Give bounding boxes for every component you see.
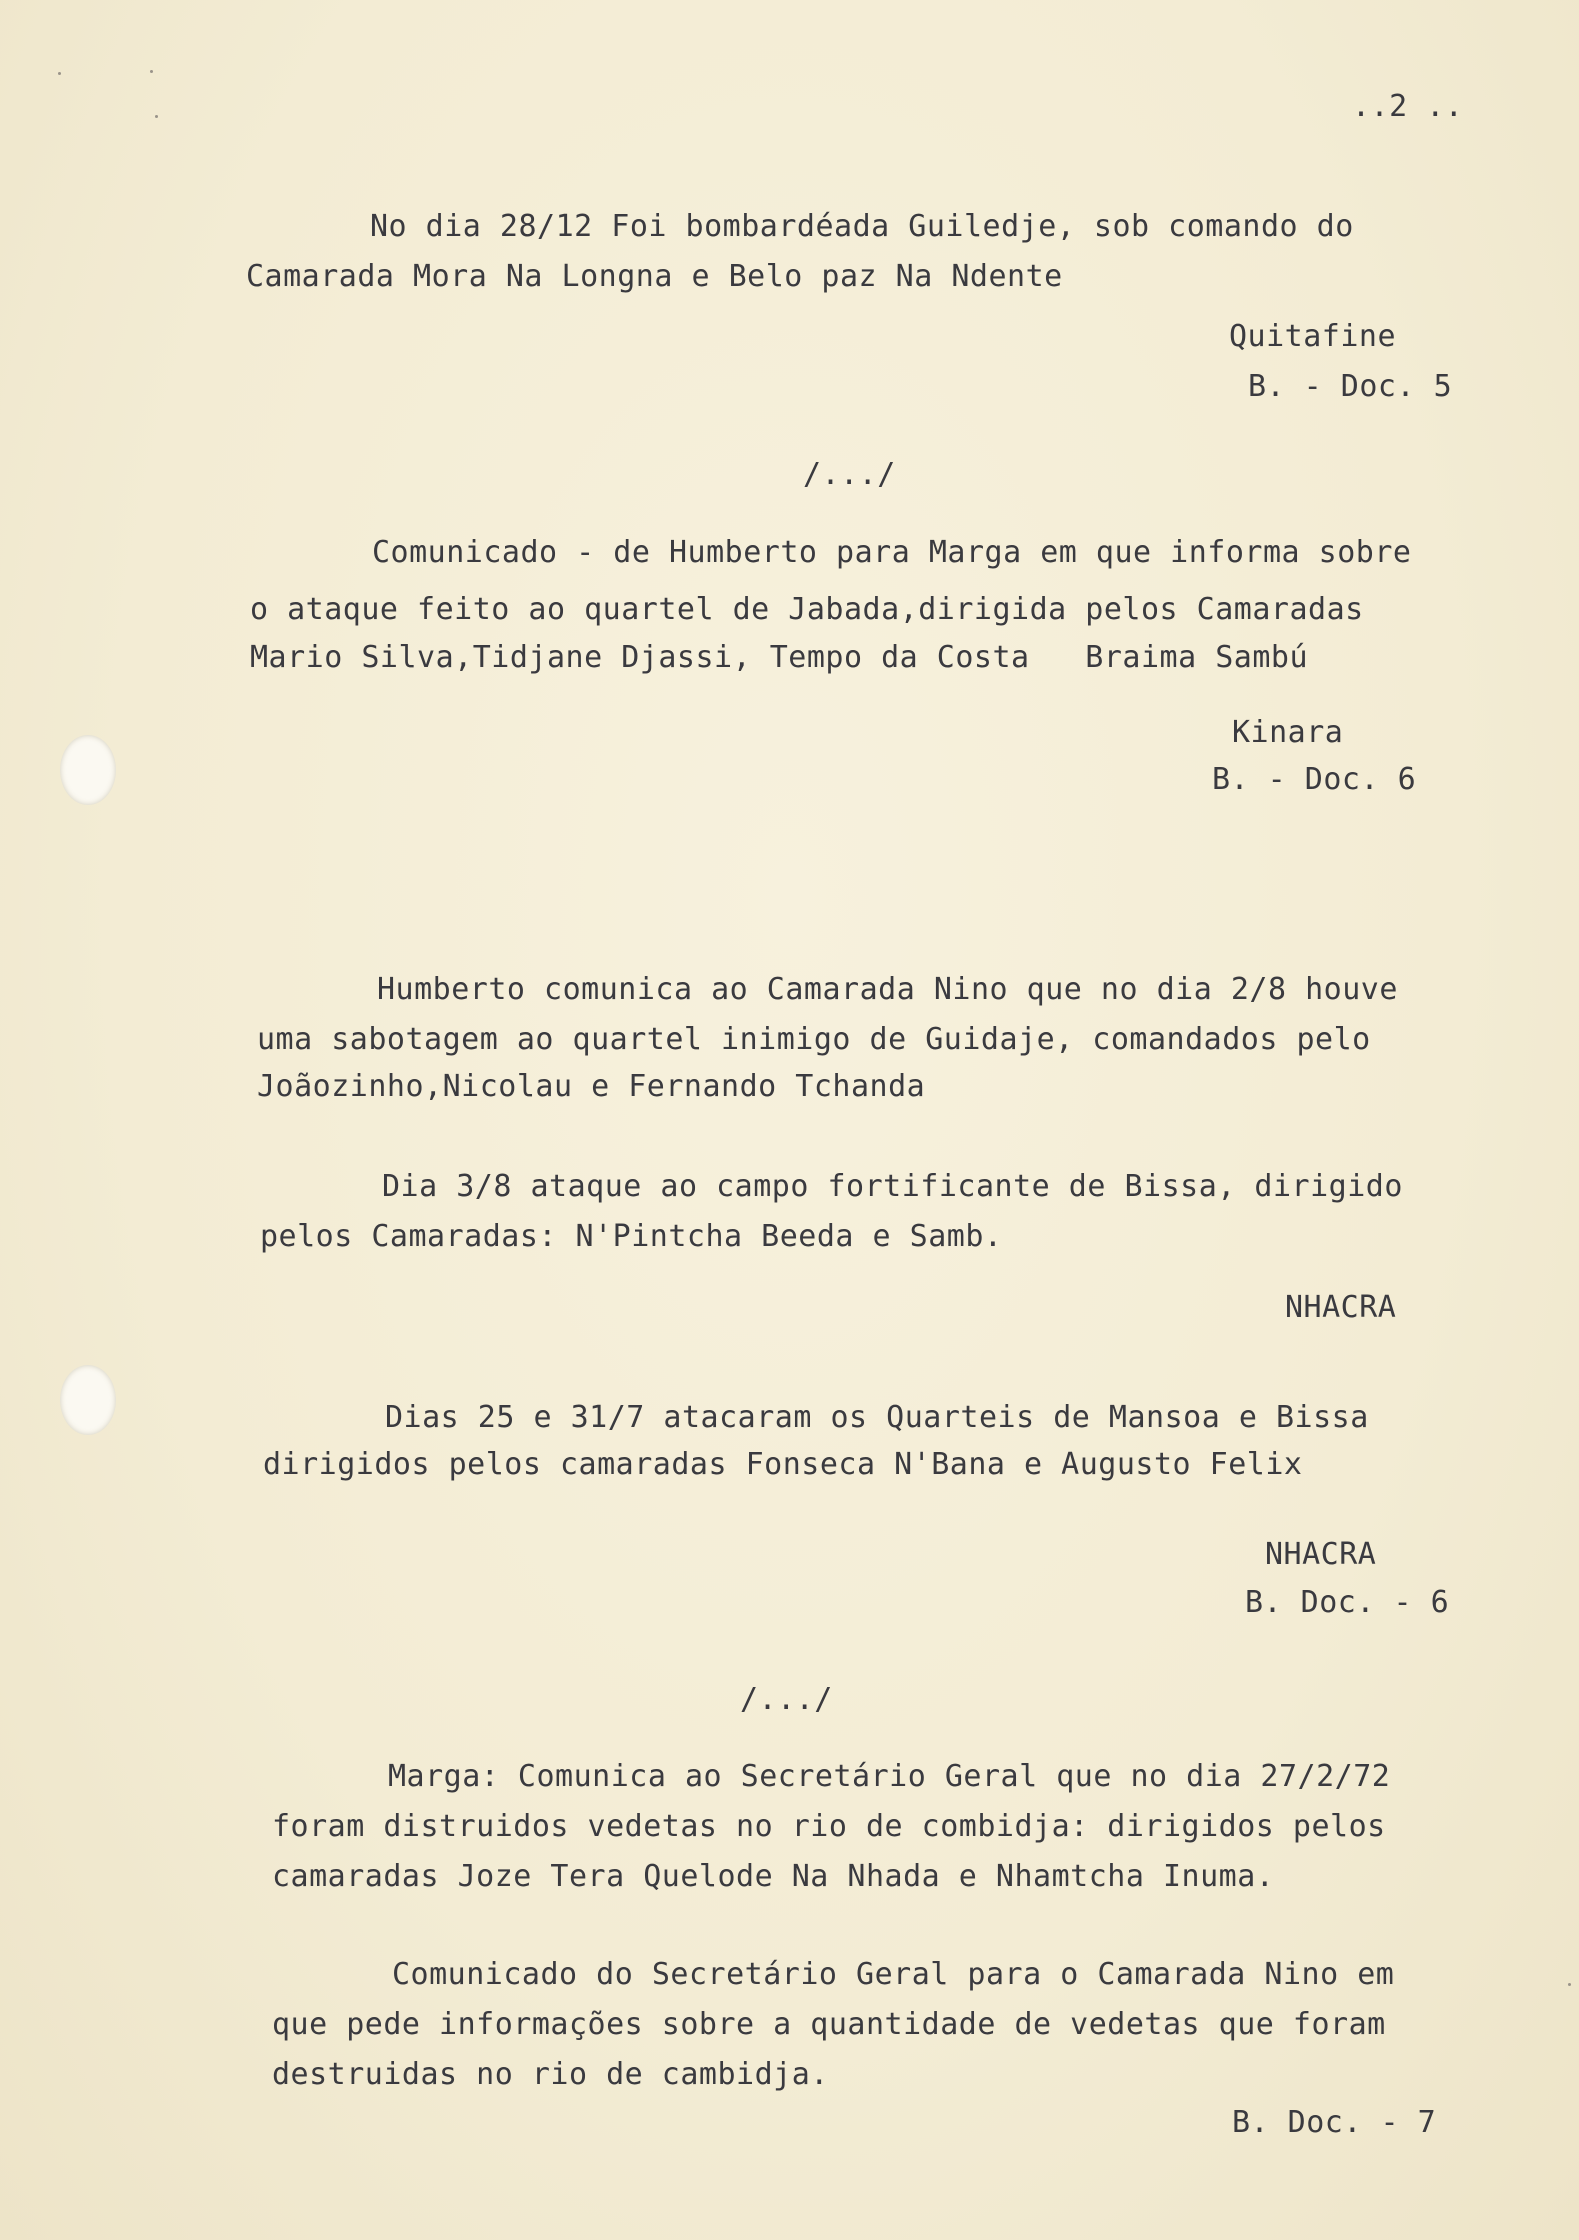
text-line: foram distruidos vedetas no rio de combidja: dirigidos pelos	[272, 1809, 1386, 1844]
text-line: destruidas no rio de cambidja.	[272, 2057, 829, 2092]
location-label: Kinara	[1232, 715, 1344, 750]
document-reference: B. - Doc. 5	[1248, 369, 1453, 404]
location-label: NHACRA	[1285, 1290, 1397, 1325]
location-label: NHACRA	[1265, 1537, 1377, 1572]
punch-hole-top	[60, 735, 116, 805]
text-line: Marga: Comunica ao Secretário Geral que no dia 27/2/72	[388, 1759, 1391, 1794]
text-line: camaradas Joze Tera Quelode Na Nhada e Nhamtcha Inuma.	[272, 1859, 1275, 1894]
text-line: que pede informações sobre a quantidade de vedetas que foram	[272, 2007, 1386, 2042]
text-line: Dia 3/8 ataque ao campo fortificante de Bissa, dirigido	[382, 1169, 1403, 1204]
paper-speck	[1568, 1983, 1571, 1986]
paper-speck	[58, 72, 61, 75]
text-line: Mario Silva,Tidjane Djassi, Tempo da Costa Braima Sambú	[250, 640, 1309, 675]
paper-speck	[155, 115, 158, 118]
document-reference: B. Doc. - 7	[1232, 2105, 1437, 2140]
text-line: dirigidos pelos camaradas Fonseca N'Bana e Augusto Felix	[263, 1447, 1303, 1482]
text-line: Joãozinho,Nicolau e Fernando Tchanda	[257, 1069, 926, 1104]
section-separator: /.../	[740, 1682, 833, 1717]
text-line: Dias 25 e 31/7 atacaram os Quarteis de Mansoa e Bissa	[385, 1400, 1369, 1435]
text-line: Humberto comunica ao Camarada Nino que no dia 2/8 houve	[377, 972, 1398, 1007]
paper-speck	[150, 70, 153, 73]
document-reference: B. Doc. - 6	[1245, 1585, 1450, 1620]
text-line: Comunicado do Secretário Geral para o Camarada Nino em	[392, 1957, 1395, 1992]
page-number: ..2 ..	[1352, 89, 1464, 124]
section-separator: /.../	[803, 457, 896, 492]
text-line: Comunicado - de Humberto para Marga em que informa sobre	[372, 535, 1412, 570]
text-line: No dia 28/12 Foi bombardéada Guiledje, sob comando do	[370, 209, 1354, 244]
text-line: uma sabotagem ao quartel inimigo de Guidaje, comandados pelo	[257, 1022, 1371, 1057]
document-reference: B. - Doc. 6	[1212, 762, 1417, 797]
text-line: Camarada Mora Na Longna e Belo paz Na Ndente	[246, 259, 1063, 294]
text-line: o ataque feito ao quartel de Jabada,dirigida pelos Camaradas	[250, 592, 1364, 627]
punch-hole-bottom	[60, 1365, 116, 1435]
location-label: Quitafine	[1229, 319, 1397, 354]
text-line: pelos Camaradas: N'Pintcha Beeda e Samb.	[260, 1219, 1003, 1254]
